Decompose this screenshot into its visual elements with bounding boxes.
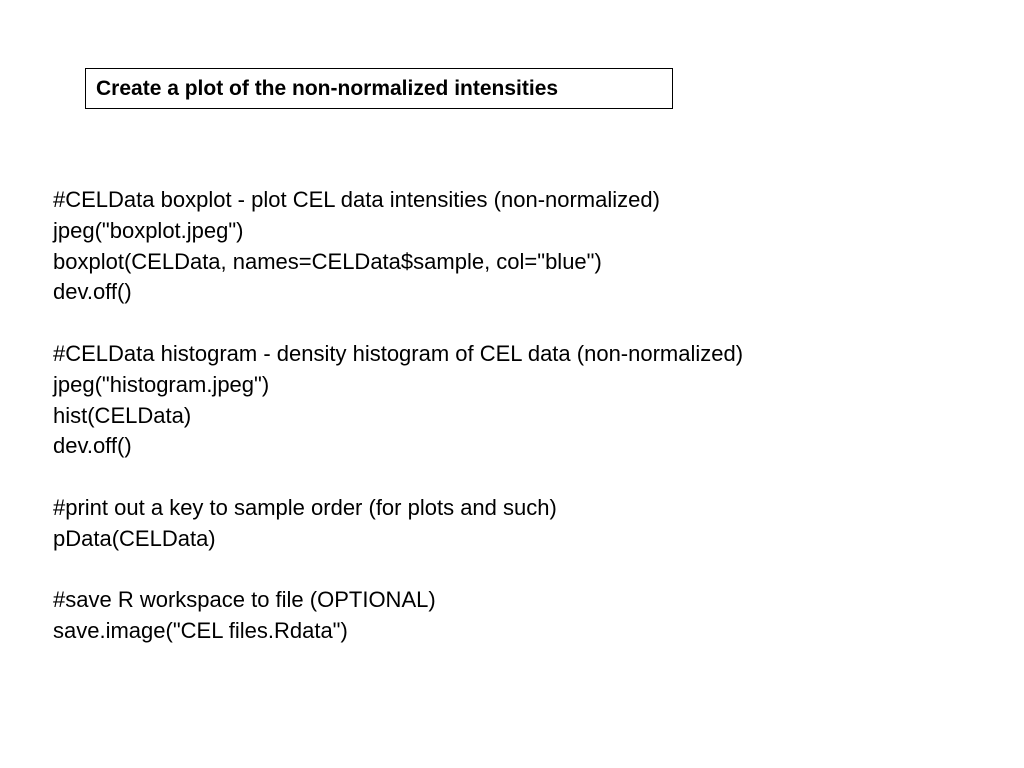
code-line-hist-call: hist(CELData) [53,402,192,428]
code-line-boxplot-comment: #CELData boxplot - plot CEL data intensities (non-normalized) [53,187,660,212]
code-line-blank [53,555,993,586]
code-block [53,185,993,647]
code-line-blank [53,462,993,493]
code-line-dev-off: dev.off() [53,433,132,459]
code-line-histogram-comment: #CELData histogram - density histogram of CEL data (non-normalized) [53,340,744,366]
title-box [85,68,673,109]
code-line-boxplot-call: boxplot(CELData, names=CELData$sample, col="blue") [53,248,602,274]
code-line-pdata-call: pData(CELData) [53,525,216,551]
code-line-pdata-comment: #print out a key to sample order (for plots and such) [53,494,557,520]
code-line-save-call: save.image("CEL files.Rdata") [53,618,348,644]
code-line-blank [53,308,993,339]
code-line-jpeg-boxplot: jpeg("boxplot.jpeg") [53,217,244,243]
slide-title: Create a plot of the non-normalized intensities [96,77,559,100]
code-line-dev-off: dev.off() [53,279,132,305]
code-line-save-comment: #save R workspace to file (OPTIONAL) [53,587,436,613]
code-line-jpeg-histogram: jpeg("histogram.jpeg") [53,371,270,397]
